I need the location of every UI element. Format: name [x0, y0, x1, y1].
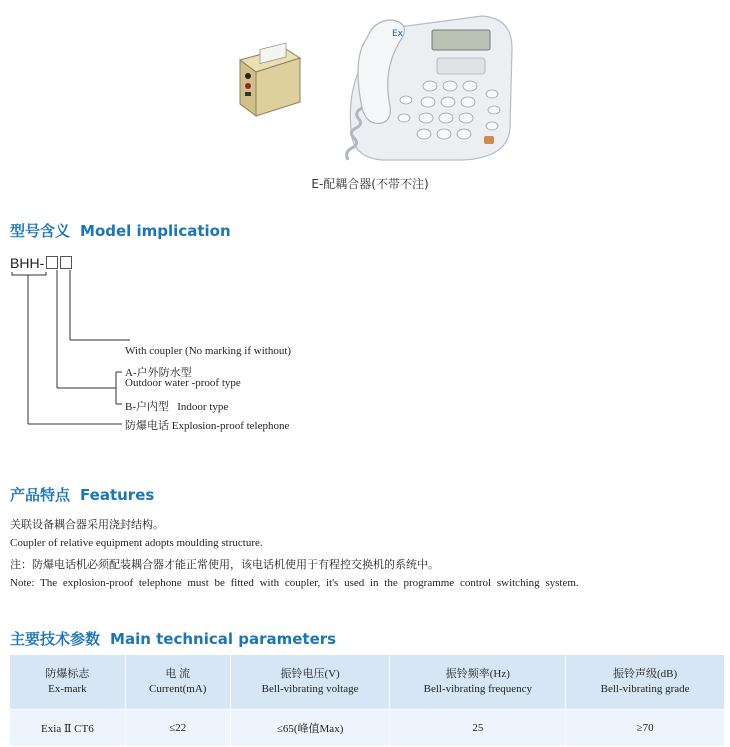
header-ex-mark: 防爆标志 Ex-mark: [10, 655, 126, 710]
cell-frequency: 25: [390, 710, 566, 747]
heading-cn: 型号含义: [10, 222, 71, 240]
heading-cn: 主要技术参数: [10, 630, 101, 648]
header-grade: 振铃声级(dB) Bell-vibrating grade: [566, 655, 725, 710]
header-frequency: 振铃频率(Hz) Bell-vibrating frequency: [390, 655, 566, 710]
table-header-row: [10, 655, 725, 710]
header-current: 电 流 Current(mA): [125, 655, 230, 710]
heading-en: Features: [80, 486, 155, 504]
svg-text:Ex: Ex: [392, 29, 404, 39]
label-explosion-proof-telephone: 防爆电话 Explosion-proof telephone: [125, 420, 290, 432]
label-indoor: B-户内型 Indoor type: [125, 401, 229, 413]
label-outdoor-en: Outdoor water -proof type: [125, 377, 241, 389]
cell-grade: ≥70: [566, 710, 725, 747]
heading-cn: 产品特点: [10, 486, 71, 504]
params-table: [9, 654, 725, 747]
feature-line: Coupler of relative equipment adopts moulding structure.: [10, 537, 263, 549]
cell-voltage: ≤65(峰值Max): [230, 710, 390, 747]
header-voltage: 振铃电压(V) Bell-vibrating voltage: [230, 655, 390, 710]
heading-en: Main technical parameters: [110, 630, 337, 648]
cell-current: ≤22: [125, 710, 230, 747]
feature-line: Note: The explosion-proof telephone must be fitted with coupler, it's used in the programme control switching system.: [10, 577, 579, 589]
params-heading: [10, 628, 336, 649]
feature-line: 关联设备耦合器采用浇封结构。: [10, 519, 164, 531]
feature-line: 注：防爆电话机必须配装耦合器才能正常使用，该电话机使用于有程控交换机的系统中。: [10, 559, 439, 571]
label-with-coupler: With coupler (No marking if without): [125, 345, 292, 357]
model-code-prefix: BHH: [10, 255, 40, 271]
model-code-dash: -: [39, 255, 45, 271]
label-outdoor-cn: A-户外防水型: [125, 367, 192, 379]
table-row: [10, 710, 725, 747]
product-caption: E-配耦合器(不带不注): [311, 177, 429, 191]
heading-en: Model implication: [80, 222, 231, 240]
cell-ex-mark: Exia Ⅱ CT6: [10, 710, 126, 747]
features-heading: [10, 484, 154, 505]
